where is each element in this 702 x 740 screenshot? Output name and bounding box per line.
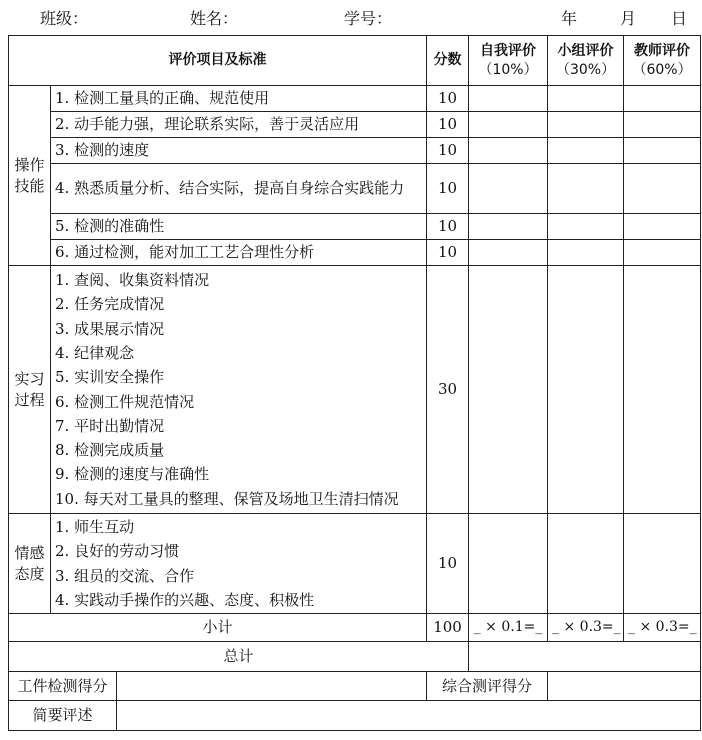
workpiece-row	[9, 672, 701, 701]
teacher-eval-cell[interactable]	[624, 164, 701, 214]
self-eval-cell[interactable]	[469, 214, 548, 240]
criterion-score: 10	[427, 164, 469, 214]
item-column-header: 评价项目及标准	[9, 36, 427, 86]
criterion-score: 10	[427, 240, 469, 266]
group-eval-weight: （30%）	[555, 61, 616, 78]
teacher-eval-title: 教师评价	[634, 42, 691, 59]
list-item: 3. 组员的交流、合作	[55, 566, 195, 585]
comment-cell[interactable]	[117, 701, 701, 731]
criterion-text: 4. 熟悉质量分析、结合实际，提高自身综合实践能力	[51, 164, 427, 214]
list-item: 4. 实践动手操作的兴趣、态度、积极性	[55, 590, 315, 609]
month-label: 月	[620, 9, 637, 28]
class-label: 班级：	[40, 9, 89, 28]
table-row	[9, 240, 701, 266]
list-item: 2. 良好的劳动习惯	[55, 542, 180, 561]
workpiece-score-cell[interactable]	[117, 672, 427, 701]
group-eval-formula[interactable]: _ × 0.3=_	[548, 614, 624, 642]
overall-score-cell[interactable]	[548, 672, 701, 701]
group-eval-cell[interactable]	[548, 514, 624, 614]
subtotal-score: 100	[427, 614, 469, 642]
self-eval-cell[interactable]	[469, 240, 548, 266]
list-item: 2. 任务完成情况	[55, 295, 165, 314]
criterion-text: 2. 动手能力强，理论联系实际，善于灵活应用	[51, 112, 427, 138]
criterion-text: 1. 检测工量具的正确、规范使用	[51, 86, 427, 112]
total-row	[9, 642, 701, 672]
self-eval-title: 自我评价	[480, 42, 537, 59]
teacher-eval-cell[interactable]	[624, 214, 701, 240]
self-eval-cell[interactable]	[469, 164, 548, 214]
group-eval-title: 小组评价	[557, 42, 614, 59]
table-row	[9, 214, 701, 240]
criterion-text: 5. 检测的准确性	[51, 214, 427, 240]
criterion-score: 10	[427, 138, 469, 164]
teacher-eval-cell[interactable]	[624, 86, 701, 112]
teacher-eval-weight: （60%）	[632, 61, 692, 78]
list-item: 9. 检测的速度与准确性	[55, 465, 210, 484]
group-eval-cell[interactable]	[548, 138, 624, 164]
group-eval-cell[interactable]	[548, 214, 624, 240]
teacher-eval-cell[interactable]	[624, 138, 701, 164]
teacher-eval-cell[interactable]	[624, 514, 701, 614]
form-header	[0, 0, 702, 34]
criterion-score: 10	[427, 214, 469, 240]
criteria-list	[51, 514, 427, 614]
group-eval-cell[interactable]	[548, 266, 624, 514]
teacher-eval-cell[interactable]	[624, 112, 701, 138]
group-eval-cell[interactable]	[548, 164, 624, 214]
criterion-score: 10	[427, 514, 469, 614]
column-header-row	[9, 36, 701, 86]
list-item: 8. 检测完成质量	[55, 441, 165, 460]
table-row	[9, 138, 701, 164]
table-row	[9, 112, 701, 138]
list-item: 10. 每天对工量具的整理、保管及场地卫生清扫情况	[55, 489, 399, 508]
overall-score-label: 综合测评得分	[427, 672, 548, 701]
self-eval-column-header	[469, 36, 548, 86]
criteria-list	[51, 266, 427, 514]
group-eval-column-header	[548, 36, 624, 86]
self-eval-weight: （10%）	[478, 61, 538, 78]
subtotal-label: 小计	[9, 614, 427, 642]
criterion-text: 3. 检测的速度	[51, 138, 427, 164]
table-row	[9, 514, 701, 614]
day-label: 日	[671, 9, 688, 28]
teacher-eval-column-header	[624, 36, 701, 86]
total-value-cell[interactable]	[469, 642, 701, 672]
criterion-score: 10	[427, 112, 469, 138]
score-column-header: 分数	[427, 36, 469, 86]
list-item: 1. 查阅、收集资料情况	[55, 271, 210, 290]
criterion-text: 6. 通过检测，能对加工工艺合理性分析	[51, 240, 427, 266]
year-label: 年	[561, 9, 578, 28]
teacher-eval-cell[interactable]	[624, 240, 701, 266]
category-practice-process: 实习过程	[9, 266, 51, 514]
table-row	[9, 164, 701, 214]
list-item: 5. 实训安全操作	[55, 368, 165, 387]
list-item: 6. 检测工件规范情况	[55, 392, 195, 411]
teacher-eval-cell[interactable]	[624, 266, 701, 514]
category-operation-skills: 操作技能	[9, 86, 51, 266]
self-eval-cell[interactable]	[469, 138, 548, 164]
workpiece-score-label: 工件检测得分	[9, 672, 117, 701]
self-eval-cell[interactable]	[469, 86, 548, 112]
table-row	[9, 86, 701, 112]
category-emotional-attitude: 情感态度	[9, 514, 51, 614]
criterion-score: 10	[427, 86, 469, 112]
self-eval-cell[interactable]	[469, 112, 548, 138]
teacher-eval-formula[interactable]: _ × 0.3=_	[624, 614, 701, 642]
group-eval-cell[interactable]	[548, 112, 624, 138]
subtotal-row	[9, 614, 701, 642]
criterion-score: 30	[427, 266, 469, 514]
group-eval-cell[interactable]	[548, 86, 624, 112]
list-item: 3. 成果展示情况	[55, 319, 165, 338]
comment-label: 简要评述	[9, 701, 117, 731]
name-label: 姓名：	[190, 9, 239, 28]
self-eval-cell[interactable]	[469, 266, 548, 514]
total-label: 总计	[9, 642, 469, 672]
self-eval-cell[interactable]	[469, 514, 548, 614]
list-item: 7. 平时出勤情况	[55, 416, 165, 435]
self-eval-formula[interactable]: _ × 0.1=_	[469, 614, 548, 642]
list-item: 4. 纪律观念	[55, 343, 135, 362]
table-row	[9, 266, 701, 514]
group-eval-cell[interactable]	[548, 240, 624, 266]
evaluation-table	[8, 35, 701, 731]
student-id-label: 学号：	[344, 9, 393, 28]
list-item: 1. 师生互动	[55, 517, 135, 536]
comment-row	[9, 701, 701, 731]
